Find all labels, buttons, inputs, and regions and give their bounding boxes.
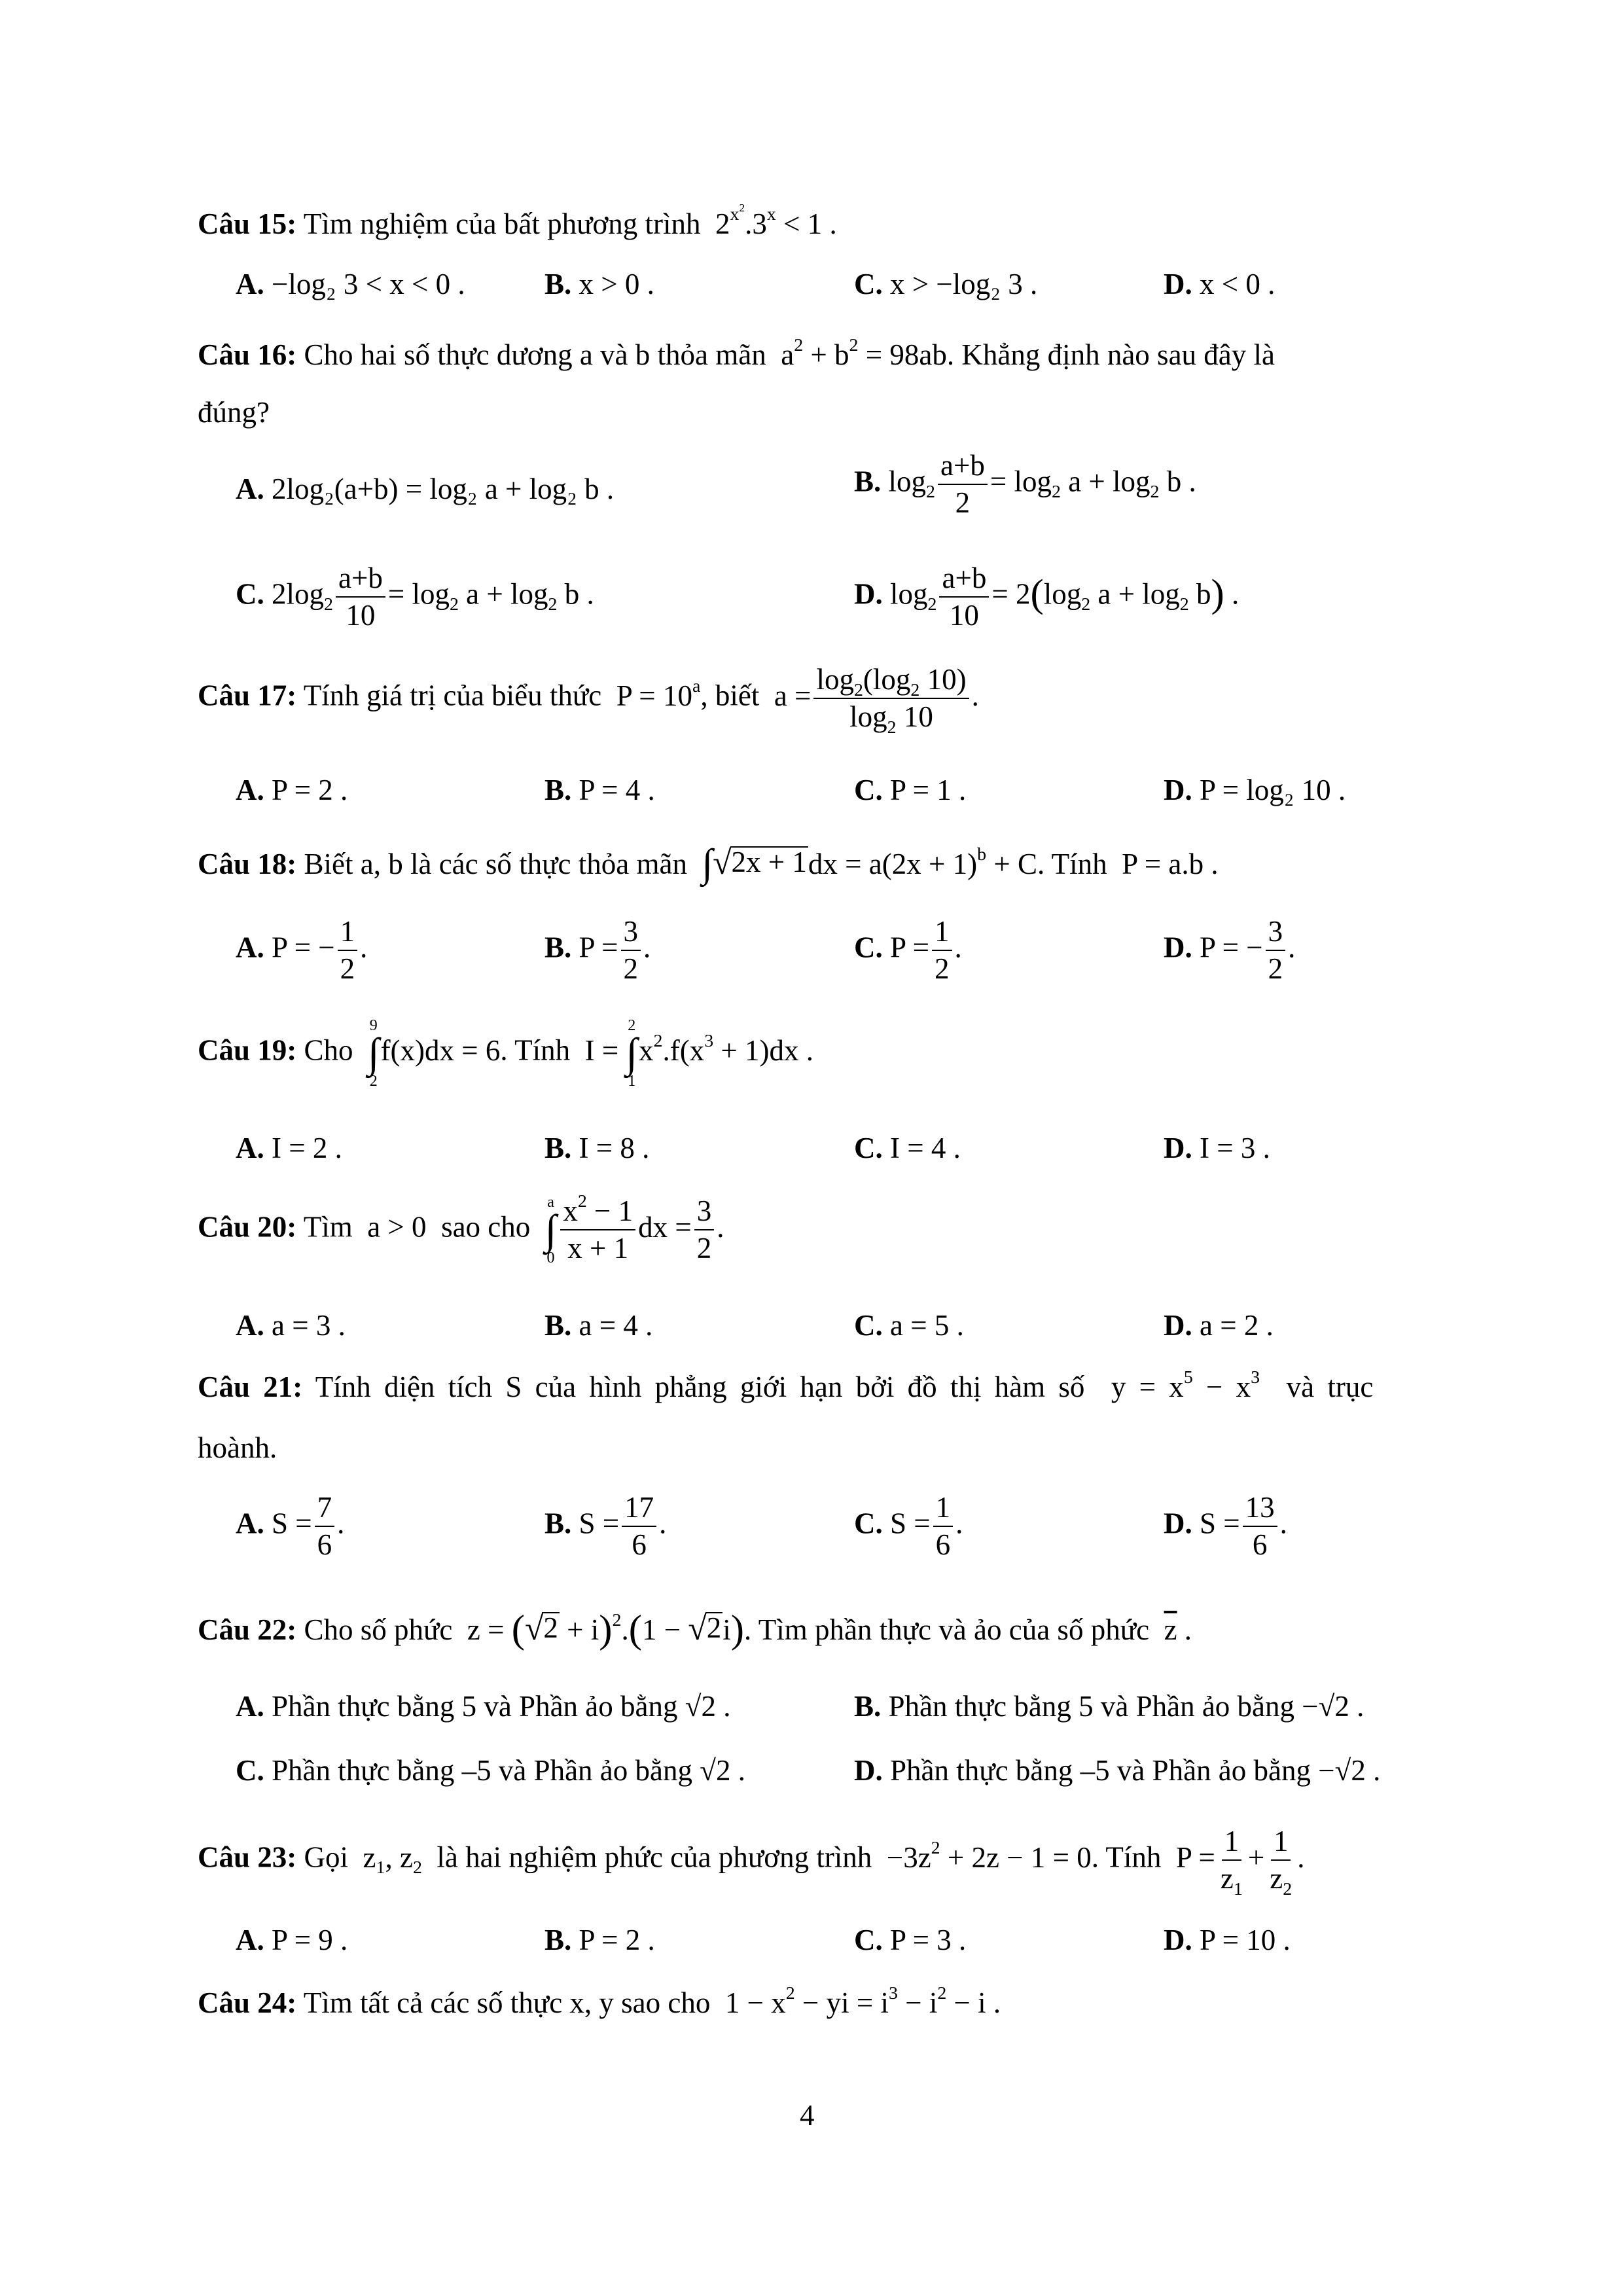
question-text-cont: , biết xyxy=(700,679,760,712)
question-label: Câu 23: xyxy=(198,1840,297,1874)
question-text: Tính diện tích S của hình phẳng giới hạn bởi đồ thị hàm số xyxy=(315,1371,1085,1403)
question-text: Gọi xyxy=(304,1840,349,1874)
question-label: Câu 19: xyxy=(198,1033,297,1067)
question-24 xyxy=(198,1983,1001,2019)
option-d[interactable]: D. a = 2 . xyxy=(1164,1309,1274,1342)
math-expression-2: P = a.b . xyxy=(1114,848,1219,880)
question-19 xyxy=(198,1018,813,1089)
question-text: Cho hai số thực dương a và b thỏa mãn xyxy=(304,338,766,371)
question-label: Câu 22: xyxy=(198,1613,297,1646)
question-16-line2: đúng? xyxy=(198,396,270,429)
option-c[interactable]: C. $2\log_2$ $\frac{a+b}{10}$ = $\log_2 a + \log_2 b$ . xyxy=(236,562,594,632)
question-17 xyxy=(198,663,979,738)
question-text: Tính giá trị của biểu thức xyxy=(303,679,602,712)
option-d[interactable]: D. I = 3 . xyxy=(1164,1132,1270,1164)
option-b[interactable]: B. $\log_2$ $\frac{a+b}{2}$ = $\log_2 a + \log_2 b$ . xyxy=(854,449,1196,520)
question-label: Câu 18: xyxy=(198,848,297,880)
option-c[interactable]: C. P = 3 . xyxy=(854,1924,967,1956)
option-c[interactable]: C. Phần thực bằng –5 và Phần ảo bằng √2 . xyxy=(236,1754,745,1787)
option-c[interactable]: C. I = 4 . xyxy=(854,1132,961,1164)
option-d[interactable]: D. S = $\frac{13}{6}$ . xyxy=(1164,1491,1287,1562)
option-b[interactable]: B. P = $\frac{3}{2}$ . xyxy=(544,915,651,986)
question-text: Tìm xyxy=(303,1210,353,1244)
question-text: Cho xyxy=(304,1033,353,1067)
option-b[interactable]: B. Phần thực bằng 5 và Phần ảo bằng −√2 . xyxy=(854,1690,1364,1723)
option-b[interactable]: B. a = 4 . xyxy=(544,1309,653,1342)
page-number: 4 xyxy=(800,2099,815,2132)
option-a[interactable]: A. P = − $\frac{1}{2}$ . xyxy=(236,915,368,986)
option-d[interactable]: D. P = log₂ 10 . xyxy=(1164,774,1346,806)
math-expression: $a^2 + b^2 = 98ab$ xyxy=(773,335,947,371)
question-label: Câu 17: xyxy=(198,679,297,712)
question-text-cont: . Tính xyxy=(500,1033,571,1067)
math-expression-2: $\overline{z}$ . xyxy=(1164,1613,1192,1646)
option-a[interactable]: A. Phần thực bằng 5 và Phần ảo bằng √2 . xyxy=(236,1690,731,1723)
option-c[interactable]: C. P = 1 . xyxy=(854,774,967,806)
option-a[interactable]: A. I = 2 . xyxy=(236,1132,342,1164)
option-b[interactable]: B. P = 4 . xyxy=(544,774,655,806)
question-text-cont-2: . Tính xyxy=(1091,1840,1162,1874)
math-expression: $P = 10^a$ xyxy=(609,675,701,712)
option-d[interactable]: D. $\log_2$ $\frac{a+b}{10}$ = $2(\log_2$ $a + \log_2 b$) . xyxy=(854,562,1240,632)
option-a[interactable]: A. P = 9 . xyxy=(236,1924,348,1956)
math-expression-2: I = 2 ∫ 1 $x^2.f(x^3 + 1)dx$ . xyxy=(577,1017,814,1090)
option-b[interactable]: B. I = 8 . xyxy=(544,1132,650,1164)
math-expression: $1 - x^2$ − yi = $i^3 - i^2 - i$ . xyxy=(717,1983,1001,2019)
question-23 xyxy=(198,1825,1305,1899)
question-22 xyxy=(198,1607,1192,1651)
option-d[interactable]: D. P = − $\frac{3}{2}$ . xyxy=(1164,915,1296,986)
option-d[interactable]: D. x < 0 . xyxy=(1164,268,1275,300)
question-20 xyxy=(198,1191,724,1266)
option-a[interactable]: A. −log₂ 3 < x < 0 . xyxy=(236,268,465,300)
question-text-cont: . Tính xyxy=(1037,848,1107,880)
option-c[interactable]: C. S = $\frac{1}{6}$ . xyxy=(854,1491,963,1562)
option-a[interactable]: A. S = $\frac{7}{6}$ . xyxy=(236,1491,345,1562)
math-expression: z = ( √ 2 + i)$^2$.(1 − √ 2 i) xyxy=(459,1607,745,1651)
option-a[interactable]: A. a = 3 . xyxy=(236,1309,346,1342)
question-label: Câu 24: xyxy=(198,1986,297,2019)
question-text: Biết a, b là các số thực thỏa mãn xyxy=(304,848,687,880)
question-21 xyxy=(198,1367,1374,1403)
question-text-cont: là hai nghiệm phức của phương trình xyxy=(437,1840,872,1874)
question-text: Tìm tất cả các số thực x, y sao cho xyxy=(303,1986,711,2019)
question-16 xyxy=(198,335,1275,371)
option-c[interactable]: C. P = $\frac{1}{2}$ . xyxy=(854,915,962,986)
question-label: Câu 21: xyxy=(198,1371,303,1403)
math-expression: ∫ √ 2x + 1 dx = $a(2x + 1)^b + C$ xyxy=(702,842,1037,886)
option-d[interactable]: D. P = 10 . xyxy=(1164,1924,1291,1956)
option-b[interactable]: B. x > 0 . xyxy=(544,268,654,300)
option-c[interactable]: C. a = 5 . xyxy=(854,1309,964,1342)
option-c[interactable]: C. x > −log₂ 3 . xyxy=(854,268,1038,300)
math-expression-2: a = $\frac{\log_2(\log_2 10)}{\log_2 10}$ . xyxy=(766,663,979,738)
math-expression: $y = x^5 - x^3$ xyxy=(1097,1367,1260,1403)
math-expression-2: a ∫ 0 $\frac{x^2 - 1}{x + 1}$ dx = $\frac{3}{2}$ . xyxy=(544,1191,724,1266)
math-expression: a > 0 xyxy=(359,1210,434,1244)
question-21-line2: hoành. xyxy=(198,1431,277,1464)
question-text-cont: sao cho xyxy=(441,1210,531,1244)
question-text-cont: . Tìm phần thực và ảo của số phức xyxy=(744,1613,1150,1646)
math-expression-3: P = $\frac{1}{z_1}$ + $\frac{1}{z_2}$ . xyxy=(1168,1825,1305,1899)
option-b[interactable]: B. P = 2 . xyxy=(544,1924,655,1956)
question-15 xyxy=(198,202,837,240)
question-18 xyxy=(198,844,1219,884)
option-d[interactable]: D. Phần thực bằng –5 và Phần ảo bằng −√2 . xyxy=(854,1754,1381,1787)
option-b[interactable]: B. S = $\frac{17}{6}$ . xyxy=(544,1491,667,1562)
question-label: Câu 20: xyxy=(198,1210,297,1244)
question-text-cont: và trục xyxy=(1286,1371,1374,1403)
option-a[interactable]: A. P = 2 . xyxy=(236,774,348,806)
question-label: Câu 15: xyxy=(198,207,297,240)
math-expression-2: $-3z^2 + 2z - 1 = 0$ xyxy=(879,1837,1092,1874)
question-label: Câu 16: xyxy=(198,338,297,371)
question-text: Tìm nghiệm của bất phương trình xyxy=(303,207,701,240)
math-expression: 9 ∫ 2 f(x)dx = 6 xyxy=(368,1017,501,1090)
question-text: Cho số phức xyxy=(304,1613,453,1646)
math-expression: $2^{x^2}.3^x < 1$ . xyxy=(707,202,837,240)
question-text-cont: . Khẳng định nào sau đây là xyxy=(946,338,1275,371)
option-a[interactable]: A. 2log₂(a+b) = log₂ a + log₂ b . xyxy=(236,473,615,505)
math-expression: $z_1$, $z_2$ xyxy=(355,1840,422,1878)
